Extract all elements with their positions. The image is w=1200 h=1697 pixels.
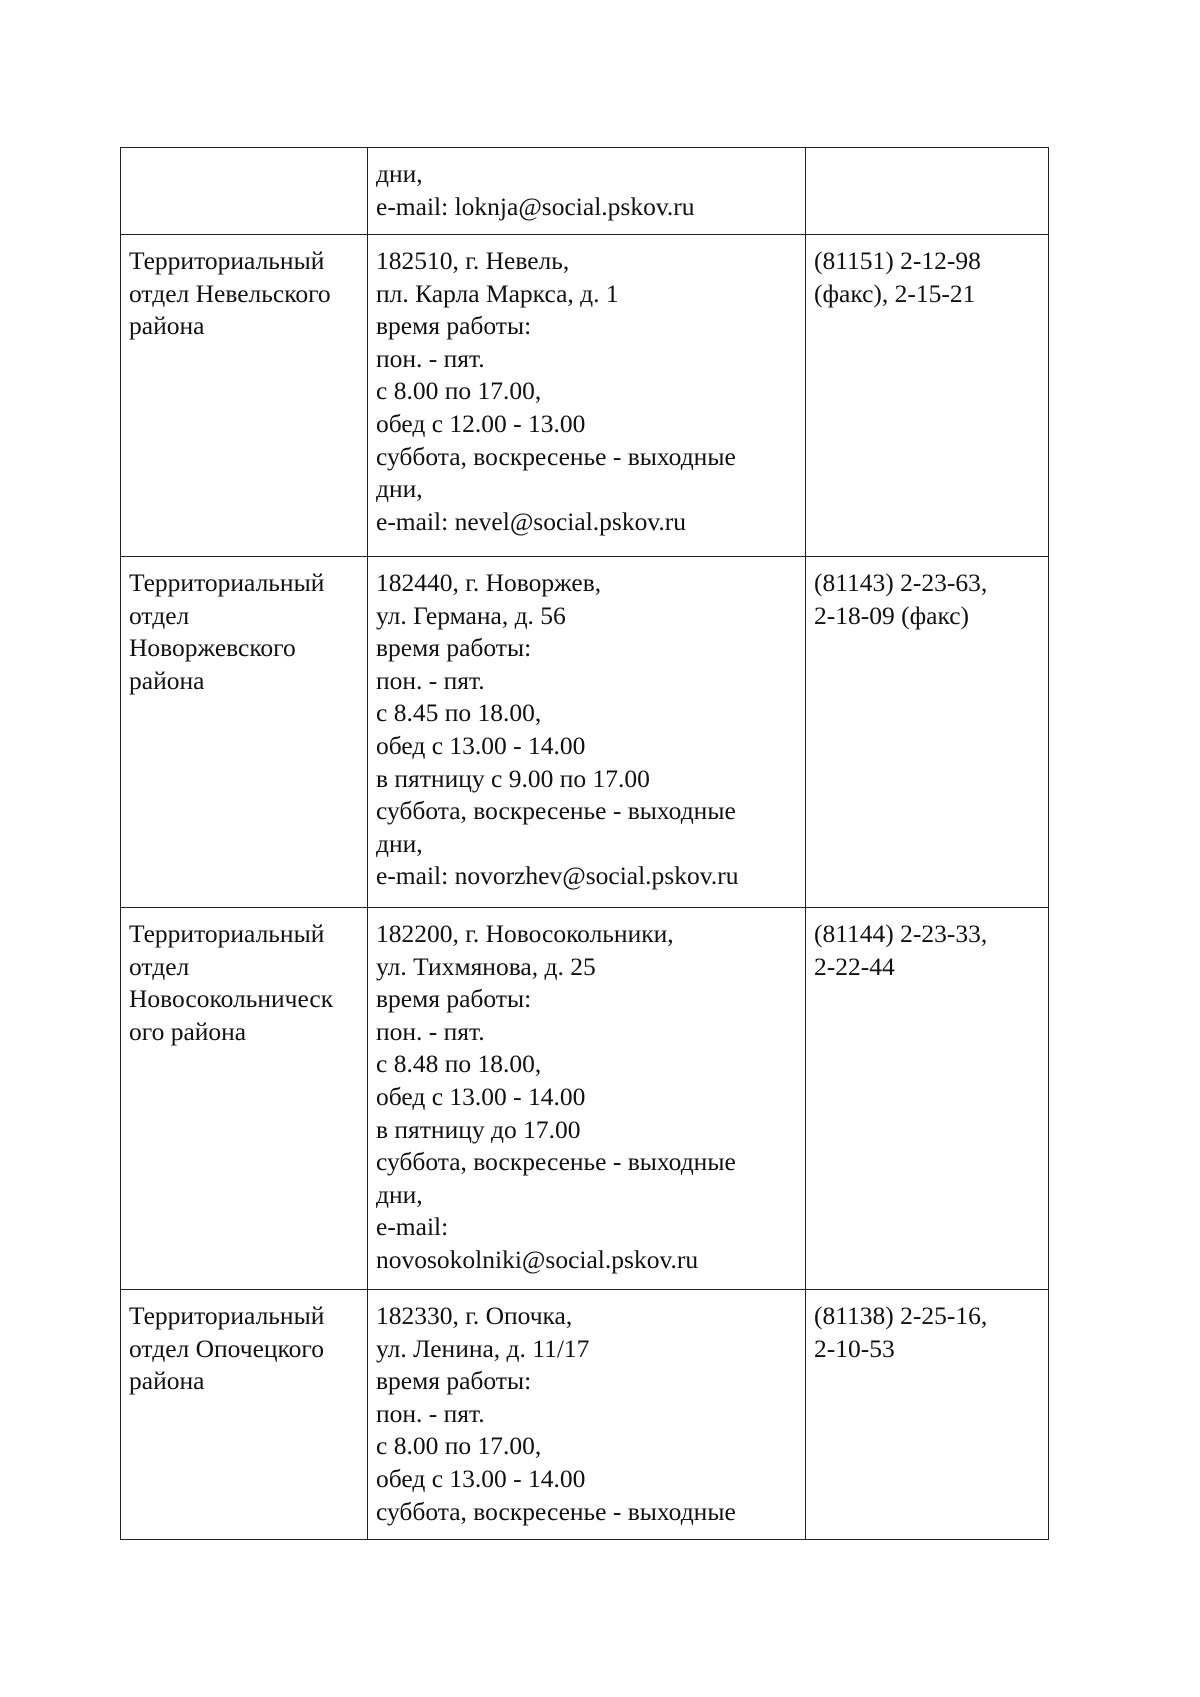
address-line: дни,: [376, 159, 423, 188]
address-line: ул. Германа, д. 56: [376, 600, 566, 630]
address-line: время работы:: [376, 633, 532, 663]
address-line: пон. - пят.: [376, 343, 485, 373]
address-cell: [368, 1290, 806, 1540]
address-line: время работы:: [376, 984, 532, 1014]
address-cell: [368, 908, 806, 1290]
address-line: с 8.00 по 17.00,: [376, 376, 542, 406]
office-name-cell: [121, 908, 368, 1290]
office-name-line: отдел: [129, 951, 190, 981]
office-name-cell: [121, 1290, 368, 1540]
address-line: 182440, г. Новоржев,: [376, 568, 602, 597]
address-line: 182330, г. Опочка,: [376, 1301, 573, 1330]
office-name-line: отдел: [129, 600, 190, 630]
address-cell: [368, 557, 806, 908]
address-line: время работы:: [376, 311, 532, 341]
table-row: [121, 235, 1049, 557]
office-name-line: района: [129, 1366, 205, 1396]
address-line: 182200, г. Новосокольники,: [376, 919, 674, 948]
address-cell: [368, 148, 806, 235]
phone-line: (81151) 2-12-98: [814, 246, 981, 275]
phone-line: (81143) 2-23-63,: [814, 568, 988, 597]
address-line: обед с 13.00 - 14.00: [376, 1081, 586, 1111]
address-line: в пятницу с 9.00 по 17.00: [376, 763, 650, 793]
phone-cell: [806, 908, 1049, 1290]
address-cell: [368, 235, 806, 557]
address-line: пон. - пят.: [376, 1398, 485, 1428]
offices-table-body: [121, 148, 1049, 1540]
address-line: дни,: [376, 828, 423, 858]
table-row: [121, 908, 1049, 1290]
address-line: суббота, воскресенье - выходные: [376, 796, 736, 826]
address-line: с 8.00 по 17.00,: [376, 1431, 542, 1461]
phone-cell: [806, 1290, 1049, 1540]
address-line: суббота, воскресенье - выходные: [376, 441, 736, 471]
address-line: пон. - пят.: [376, 1016, 485, 1046]
office-name-line: Территориальный: [129, 246, 325, 275]
office-name-cell: [121, 235, 368, 557]
phone-line: (факс), 2-15-21: [814, 278, 976, 308]
address-line: 182510, г. Невель,: [376, 246, 570, 275]
office-name-line: Территориальный: [129, 568, 325, 597]
office-name-line: района: [129, 311, 205, 341]
phone-cell: [806, 235, 1049, 557]
address-line: ул. Ленина, д. 11/17: [376, 1333, 590, 1363]
office-name-cell: [121, 557, 368, 908]
address-line: e-mail: novorzhev@social.pskov.ru: [376, 861, 739, 891]
address-line: обед с 12.00 - 13.00: [376, 408, 586, 438]
address-line: суббота, воскресенье - выходные: [376, 1147, 736, 1177]
office-name-line: отдел Невельского: [129, 278, 331, 308]
office-name-line: Территориальный: [129, 919, 325, 948]
address-line: e-mail: nevel@social.pskov.ru: [376, 506, 687, 536]
address-line: дни,: [376, 1179, 423, 1209]
office-name-line: Новосокольническ: [129, 984, 334, 1014]
phone-line: (81144) 2-23-33,: [814, 919, 988, 948]
office-name-line: ого района: [129, 1016, 247, 1046]
phone-line: 2-18-09 (факс): [814, 600, 970, 630]
offices-table: [120, 147, 1049, 1540]
address-line: время работы:: [376, 1366, 532, 1396]
address-line: e-mail: loknja@social.pskov.ru: [376, 191, 695, 221]
phone-line: 2-22-44: [814, 951, 895, 981]
address-line: novosokolniki@social.pskov.ru: [376, 1244, 699, 1274]
address-line: обед с 13.00 - 14.00: [376, 730, 586, 760]
address-line: пон. - пят.: [376, 665, 485, 695]
address-line: e-mail:: [376, 1212, 449, 1242]
address-line: в пятницу до 17.00: [376, 1114, 581, 1144]
phone-cell: [806, 148, 1049, 235]
table-row: [121, 148, 1049, 235]
office-name-cell: [121, 148, 368, 235]
table-row: [121, 1290, 1049, 1540]
phone-cell: [806, 557, 1049, 908]
office-name-line: Территориальный: [129, 1301, 325, 1330]
office-name-line: Новоржевского: [129, 633, 296, 663]
office-name-line: района: [129, 665, 205, 695]
address-line: пл. Карла Маркса, д. 1: [376, 278, 619, 308]
address-line: с 8.48 по 18.00,: [376, 1049, 542, 1079]
phone-line: (81138) 2-25-16,: [814, 1301, 988, 1330]
office-name-line: отдел Опочецкого: [129, 1333, 324, 1363]
address-line: суббота, воскресенье - выходные: [376, 1496, 736, 1526]
address-line: обед с 13.00 - 14.00: [376, 1463, 586, 1493]
table-row: [121, 557, 1049, 908]
address-line: дни,: [376, 474, 423, 504]
address-line: с 8.45 по 18.00,: [376, 698, 542, 728]
address-line: ул. Тихмянова, д. 25: [376, 951, 596, 981]
phone-line: 2-10-53: [814, 1333, 895, 1363]
